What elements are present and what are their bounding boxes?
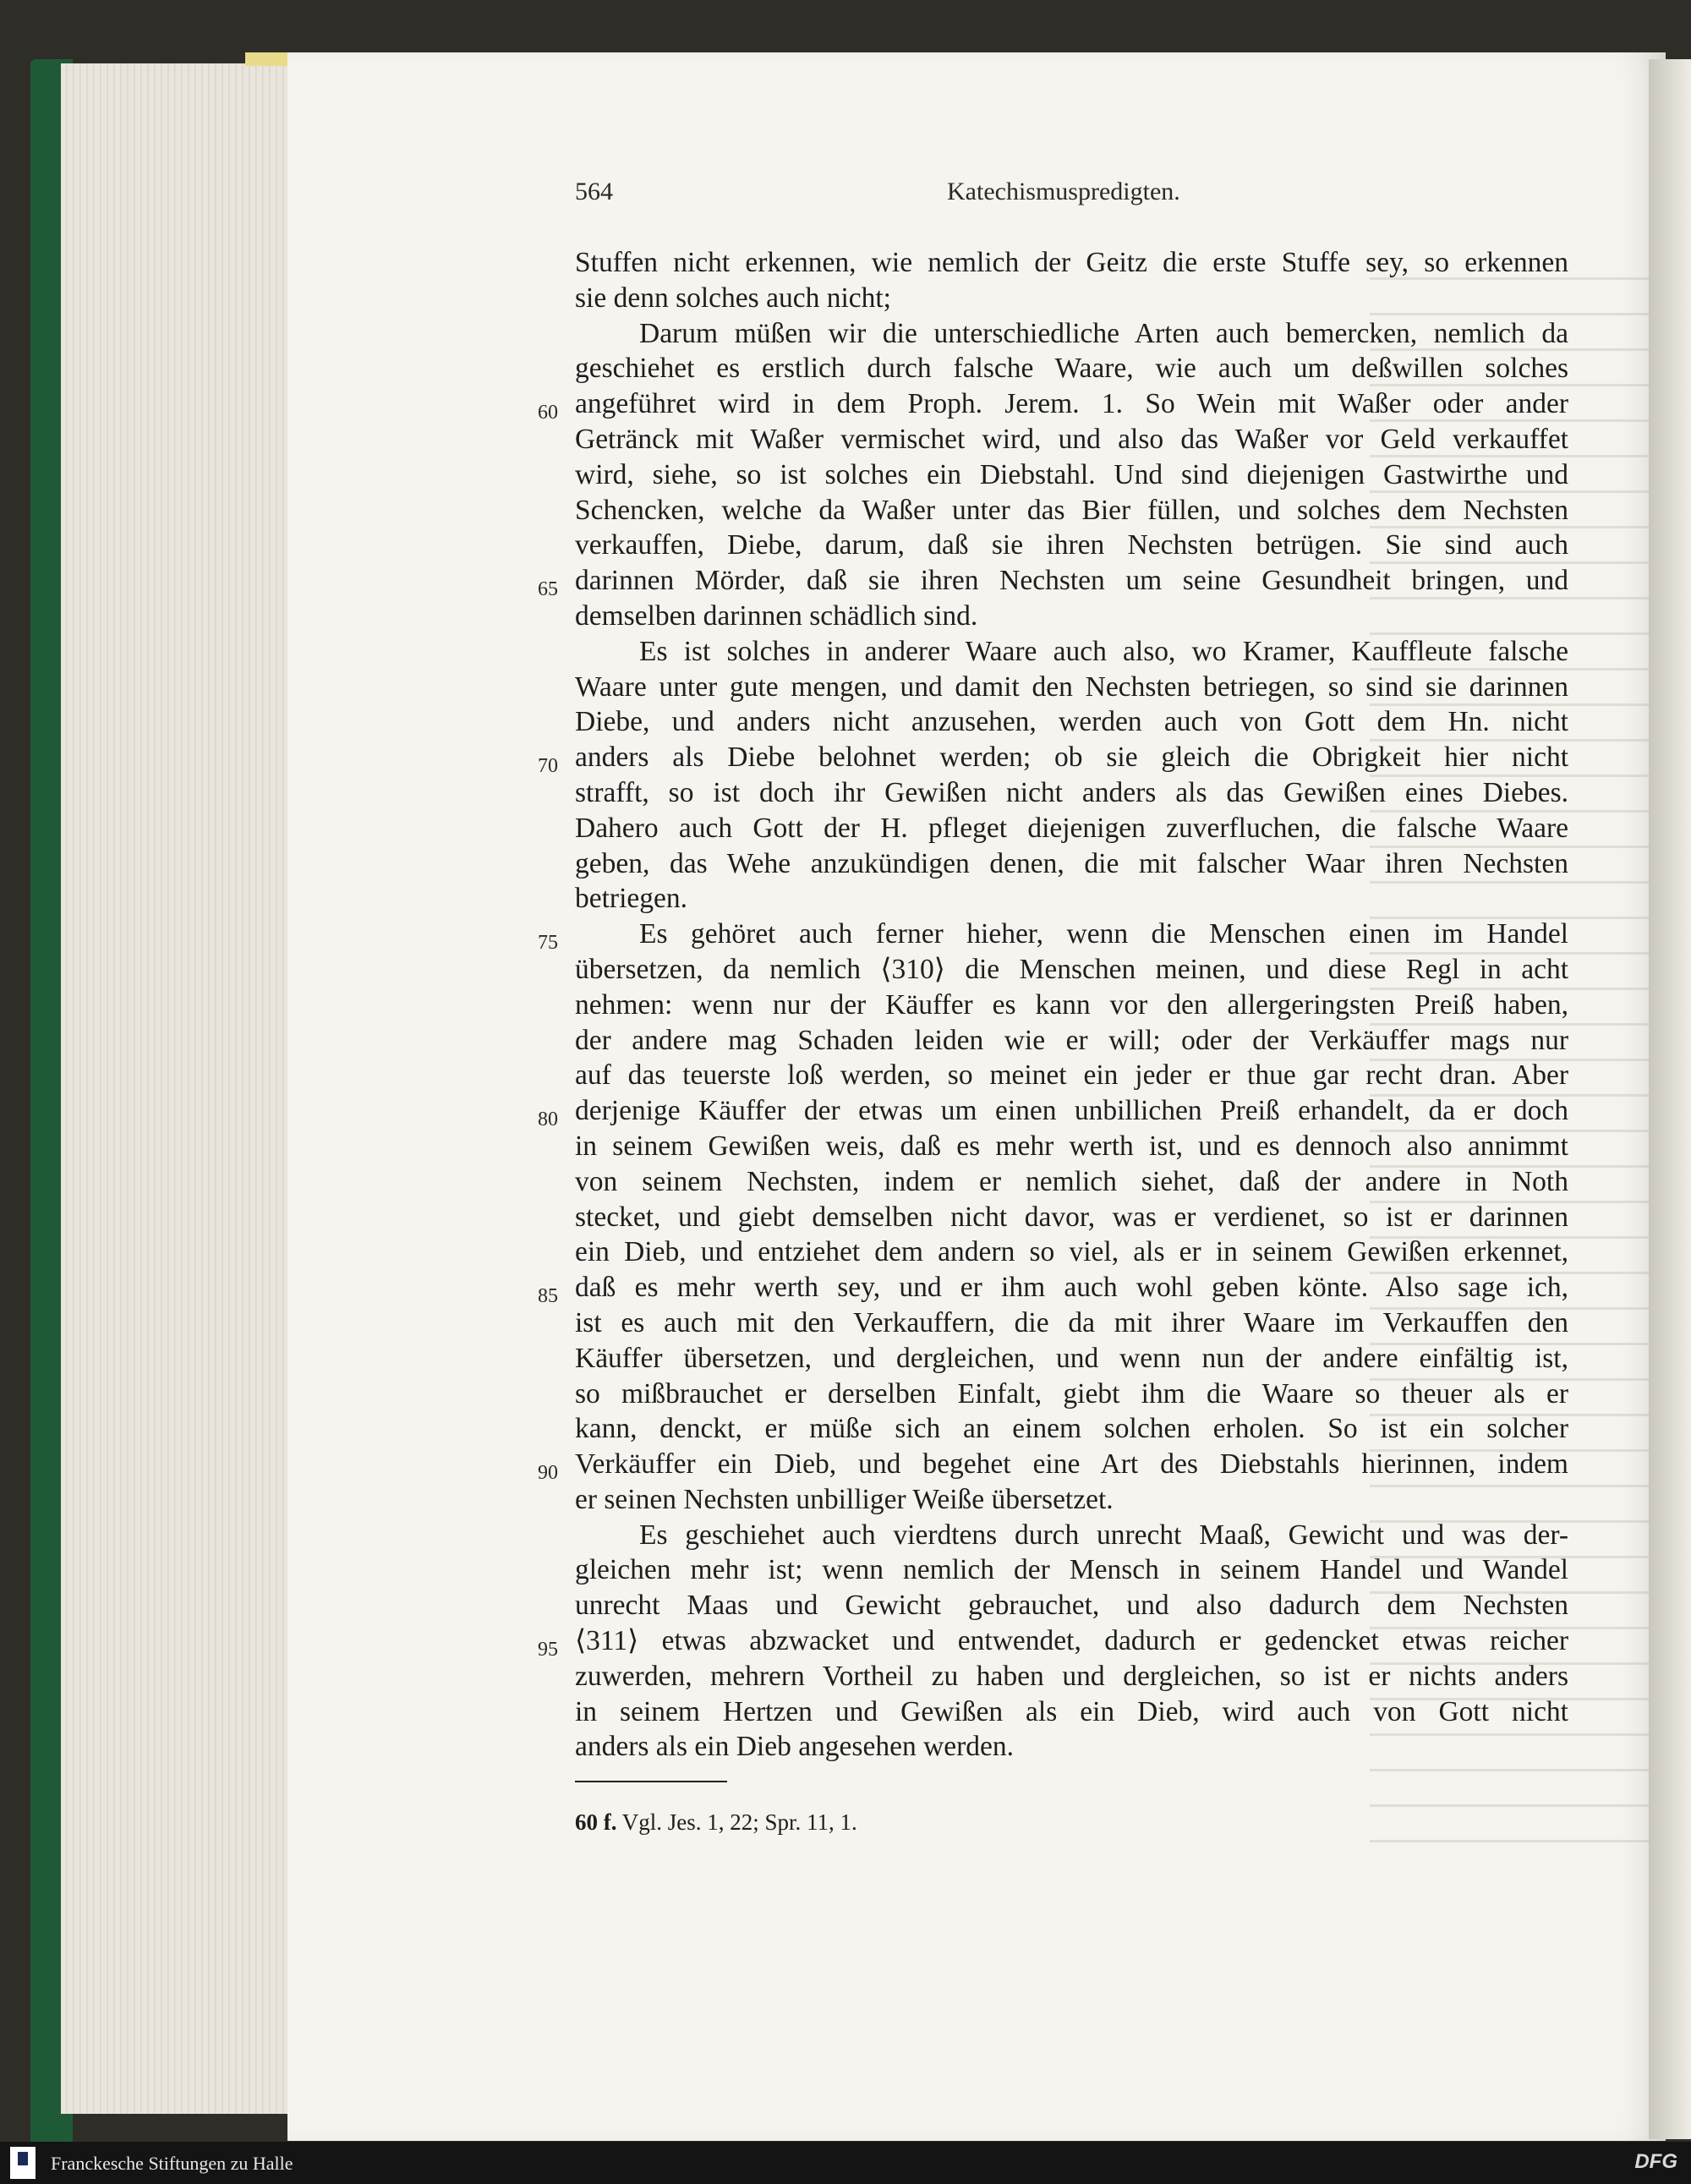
text-line: wird, siehe, so ist solches ein Diebstahl. Und sind diejenigen Gastwirthe und <box>575 458 1568 490</box>
page-stack-edges <box>61 63 315 2114</box>
text-line: daß es mehr werth sey, und er ihm auch wohl geben könte. Also sage ich, <box>575 1272 1568 1304</box>
text-line: strafft, so ist doch ihr Gewißen nicht anders als das Gewißen eines Diebes. <box>575 776 1568 808</box>
text-line: ein Dieb, und entziehet dem andern so viel, als er in seinem Gewißen erkennet, <box>575 1236 1568 1268</box>
text-line: angeführet wird in dem Proph. Jerem. 1. So Wein mit Waßer oder ander <box>575 388 1568 420</box>
running-head: Katechismuspredigten. <box>947 178 1180 205</box>
text-line: Es geschiehet auch vierdtens durch unrecht Maaß, Gewicht und was der- <box>639 1519 1568 1551</box>
text-line: Darum müßen wir die unterschiedliche Arten auch bemercken, nemlich da <box>639 317 1568 349</box>
text-line: sie denn solches auch nicht; <box>575 282 891 314</box>
text-line: Dahero auch Gott der H. pfleget diejenigen zuverfluchen, die falsche Waare <box>575 812 1568 844</box>
institution-logo-icon <box>10 2147 36 2179</box>
line-number: 80 <box>538 1108 558 1130</box>
text-line: in seinem Hertzen und Gewißen als ein Dieb, wird auch von Gott nicht <box>575 1695 1568 1727</box>
text-line: in seinem Gewißen weis, daß es mehr werth ist, und es dennoch also annimmt <box>575 1130 1568 1162</box>
footer-bar <box>0 2142 1691 2184</box>
institution-name[interactable]: Franckesche Stiftungen zu Halle <box>51 2153 293 2174</box>
text-line: geben, das Wehe anzukündigen denen, die mit falscher Waar ihren Nechsten <box>575 847 1568 879</box>
line-number: 85 <box>538 1285 558 1307</box>
text-line: Schencken, welche da Waßer unter das Bier füllen, und solches dem Nechsten <box>575 494 1568 526</box>
line-number: 90 <box>538 1462 558 1484</box>
line-number: 65 <box>538 578 558 600</box>
text-line: Getränck mit Waßer vermischet wird, und also das Waßer vor Geld verkauffet <box>575 423 1568 455</box>
dfg-logo: DFG <box>1634 2150 1677 2173</box>
text-line: geschiehet es erstlich durch falsche Waare, wie auch um deßwillen solches <box>575 353 1568 385</box>
text-line: nehmen: wenn nur der Käuffer es kann vor den allergeringsten Preiß haben, <box>575 988 1568 1021</box>
text-line: Waare unter gute mengen, und damit den Nechsten betriegen, so sind sie darinnen <box>575 671 1568 703</box>
page-number: 564 <box>575 178 613 205</box>
line-number: 60 <box>538 402 558 424</box>
text-line: übersetzen, da nemlich ⟨310⟩ die Menschen meinen, und diese Regl in acht <box>575 953 1568 985</box>
text-line: darinnen Mörder, daß sie ihren Nechsten um seine Gesundheit bringen, und <box>575 565 1568 597</box>
text-line: Es ist solches in anderer Waare auch also, wo Kramer, Kauffleute falsche <box>639 635 1568 667</box>
text-line: er seinen Nechsten unbilliger Weiße übersetzet. <box>575 1483 1114 1515</box>
text-line: unrecht Maas und Gewicht gebrauchet, und also dadurch dem Nechsten <box>575 1590 1568 1622</box>
text-line: Stuffen nicht erkennen, wie nemlich der Geitz die erste Stuffe sey, so erkennen <box>575 247 1568 278</box>
text-line: von seinem Nechsten, indem er nemlich siehet, daß der andere in Noth <box>575 1165 1568 1197</box>
footnote-ref: 60 f. <box>575 1809 617 1835</box>
footnote <box>575 1809 857 1836</box>
footnote-rule <box>575 1781 727 1782</box>
text-line: anders als Diebe belohnet werden; ob sie gleich die Obrigkeit hier nicht <box>575 742 1568 774</box>
text-line: stecket, und giebt demselben nicht davor, was er verdienet, so ist er darinnen <box>575 1201 1568 1233</box>
text-line: zuwerden, mehrern Vortheil zu haben und dergleichen, so ist er nichts anders <box>575 1660 1568 1692</box>
line-number: 70 <box>538 755 558 777</box>
body-text <box>575 245 1568 1765</box>
text-line: Käuffer übersetzen, und dergleichen, und wenn nun der andere einfältig ist, <box>575 1342 1568 1374</box>
line-number: 95 <box>538 1639 558 1661</box>
text-line: auf das teuerste loß werden, so meinet ein jeder er thue gar recht dran. Aber <box>575 1059 1568 1092</box>
text-line: Es gehöret auch ferner hieher, wenn die Menschen einen im Handel <box>639 918 1568 950</box>
text-line: ⟨311⟩ etwas abzwacket und entwendet, dadurch er gedencket etwas reicher <box>575 1625 1568 1657</box>
line-number: 75 <box>538 932 558 954</box>
text-line: gleichen mehr ist; wenn nemlich der Mensch in seinem Handel und Wandel <box>575 1554 1568 1586</box>
text-line: der andere mag Schaden leiden wie er will; oder der Verkäuffer mags nur <box>575 1024 1568 1056</box>
text-line: verkauffen, Diebe, darum, daß sie ihren Nechsten betrügen. Sie sind auch <box>575 529 1568 561</box>
facing-page-edge <box>1649 59 1691 2139</box>
text-line: ist es auch mit den Verkauffern, die da mit ihrer Waare im Verkauffen den <box>575 1306 1568 1338</box>
text-line: demselben darinnen schädlich sind. <box>575 599 978 632</box>
text-line: Verkäuffer ein Dieb, und begehet eine Art des Diebstahls hierinnen, indem <box>575 1448 1568 1481</box>
text-line: Diebe, und anders nicht anzusehen, werden auch von Gott dem Hn. nicht <box>575 706 1568 738</box>
text-line: so mißbrauchet er derselben Einfalt, giebt ihm die Waare so theuer als er <box>575 1377 1568 1409</box>
footnote-text: Vgl. Jes. 1, 22; Spr. 11, 1. <box>621 1809 857 1835</box>
text-line: anders als ein Dieb angesehen werden. <box>575 1731 1015 1763</box>
text-line: derjenige Käuffer der etwas um einen unbillichen Preiß erhandelt, da er doch <box>575 1095 1568 1127</box>
text-line: betriegen. <box>575 883 688 915</box>
text-line: kann, denckt, er müße sich an einem solchen erholen. So ist ein solcher <box>575 1413 1568 1445</box>
